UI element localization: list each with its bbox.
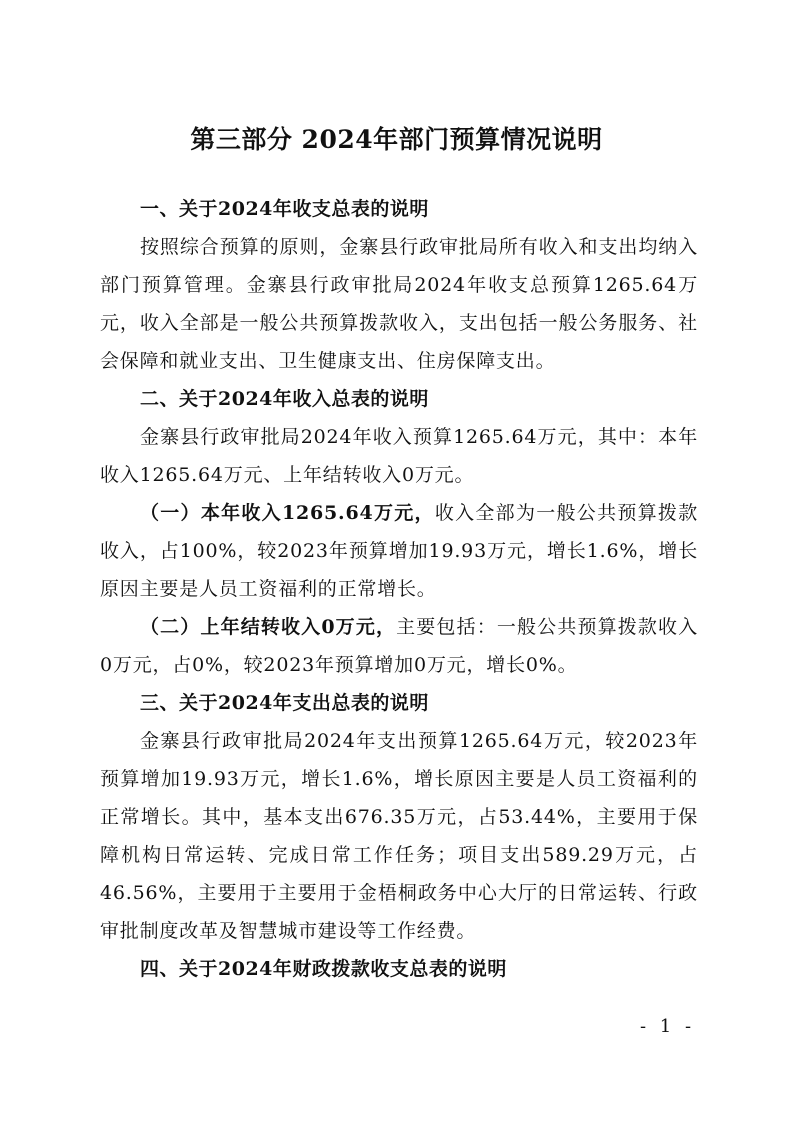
document-body [100,190,698,988]
section-1-paragraph: 按照综合预算的原则，金寨县行政审批局所有收入和支出均纳入部门预算管理。金寨县行政审批局2024年收支总预算1265.64万元，收入全部是一般公共预算拨款收入，支出包括一般公务服务、社会保障和就业支出、卫生健康支出、住房保障支出。 [100,236,698,372]
section-3-heading: 三、关于2024年支出总表的说明 [140,692,429,714]
page-title: 第三部分 2024年部门预算情况说明 [190,125,603,154]
section-1-heading: 一、关于2024年收支总表的说明 [140,198,429,220]
section-4-heading: 四、关于2024年财政拨款收支总表的说明 [140,958,507,980]
section-2-item-2-text: 主要包括：一般公共预算拨款收入0万元，占0%，较2023年预算增加0万元，增长0%。 [100,616,698,676]
page-number: - 1 - [640,1016,696,1037]
section-2-item-1-text: 收入全部为一般公共预算拨款收入，占100%，较2023年预算增加19.93万元，增长1.6%，增长原因主要是人员工资福利的正常增长。 [100,502,698,600]
section-2-item-1 [100,494,698,608]
section-2-paragraph: 金寨县行政审批局2024年收入预算1265.64万元，其中：本年收入1265.64万元、上年结转收入0万元。 [100,426,698,486]
section-2-item-2-label: （二）上年结转收入0万元， [140,616,397,638]
section-3-paragraph: 金寨县行政审批局2024年支出预算1265.64万元，较2023年预算增加19.93万元，增长1.6%，增长原因主要是人员工资福利的正常增长。其中，基本支出676.35万元，占53.44%，主要用于保障机构日常运转、完成日常工作任务；项目支出589.29万元，占46.56%，主要用于主要用于金梧桐政务中心大厅的日常运转、行政审批制度改革及智慧城市建设等工作经费。 [100,730,698,942]
section-2-heading: 二、关于2024年收入总表的说明 [140,388,429,410]
section-2-item-2 [100,608,698,684]
section-2-item-1-label: （一）本年收入1265.64万元， [140,502,435,524]
